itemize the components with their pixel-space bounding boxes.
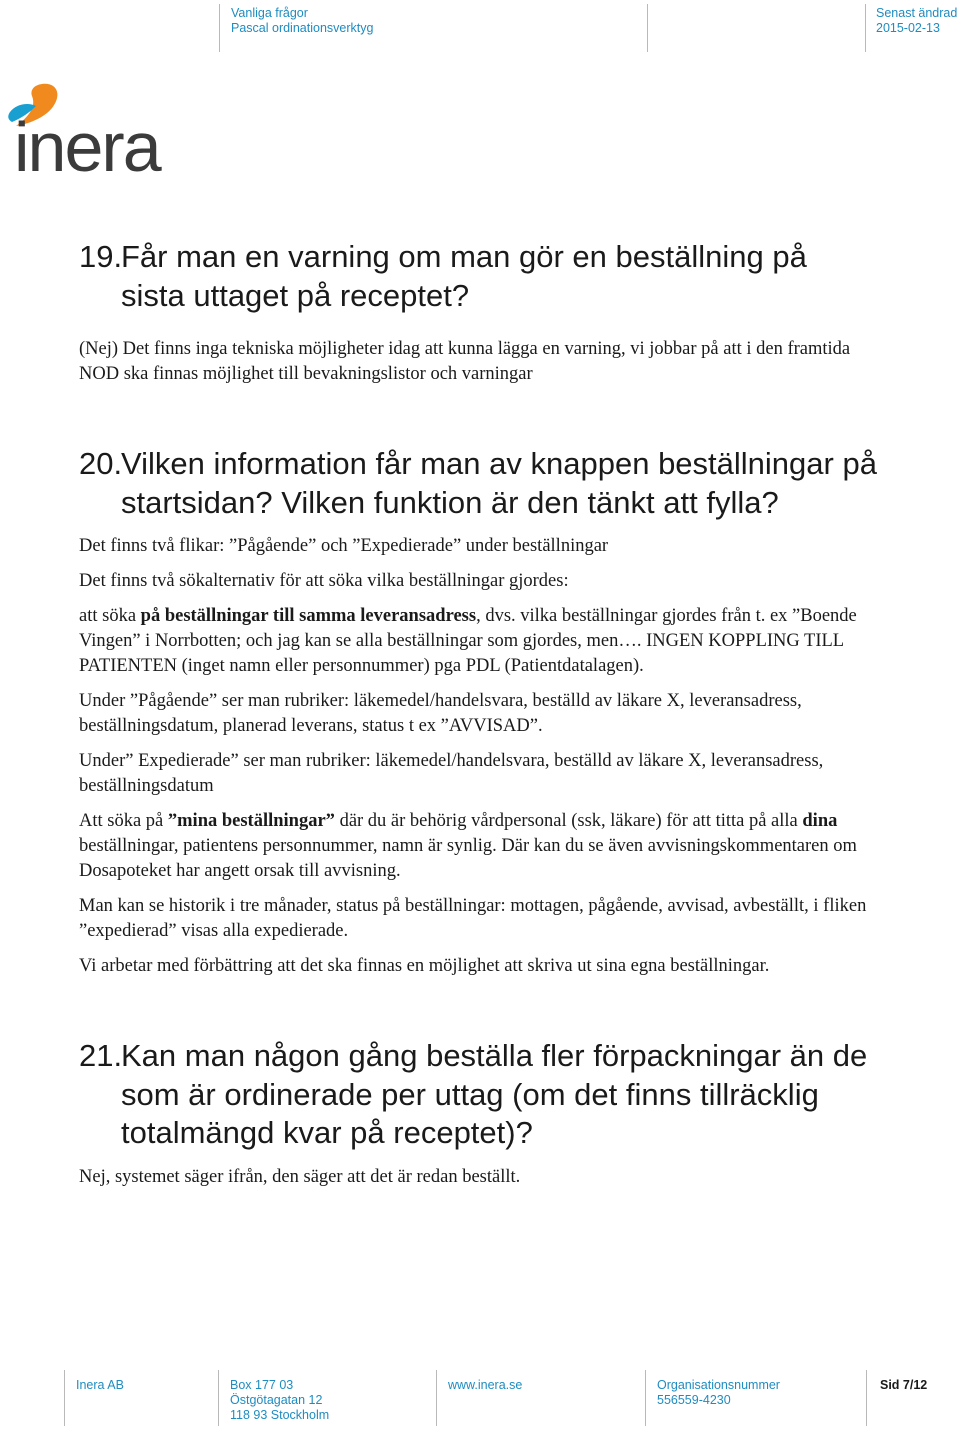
- text-run: Att söka på: [79, 811, 168, 831]
- logo-wordmark: inera: [14, 108, 160, 186]
- answer-paragraph: [79, 809, 879, 884]
- question-number: 19.: [79, 239, 123, 274]
- question-number: 20.: [79, 446, 123, 481]
- answer-paragraph: Man kan se historik i tre månader, status på beställningar: mottagen, pågående, avvisad, avbeställt, i fliken ”expedierad” visas alla expedierade.: [79, 896, 867, 941]
- footer-divider: [645, 1370, 646, 1426]
- text-run: där du är behörig vårdpersonal (ssk, läkare) för att titta på alla: [334, 811, 803, 831]
- document-body: [79, 238, 879, 1190]
- footer-address: [230, 1378, 329, 1423]
- question-21-answer: Nej, systemet säger ifrån, den säger att det är redan beställt.: [79, 1166, 521, 1187]
- org-number: 556559-4230: [657, 1393, 731, 1407]
- footer-divider: [218, 1370, 219, 1426]
- header-divider: [865, 4, 866, 52]
- question-number: 21.: [79, 1038, 123, 1073]
- company-name: Inera AB: [76, 1378, 124, 1392]
- header-right: [876, 6, 957, 36]
- answer-paragraph: Vi arbetar med förbättring att det ska finnas en möjlighet att skriva ut sina egna beställningar.: [79, 956, 770, 976]
- text-run: beställningar, patientens personnummer, namn är synlig. Där kan du se även avvisningskommentaren om Dosapoteket har angett orsak till avvisning.: [79, 836, 857, 881]
- address-line: Box 177 03: [230, 1378, 294, 1392]
- question-19-answer: (Nej) Det finns inga tekniska möjligheter idag att kunna lägga en varning, vi jobbar på att i den framtida NOD ska finnas möjlighet till bevakningslistor och varningar: [79, 339, 851, 384]
- question-title: Får man en varning om man gör en beställning på sista uttaget på receptet?: [121, 239, 807, 313]
- header-divider: [219, 4, 220, 52]
- doc-category: Vanliga frågor: [231, 6, 308, 20]
- header-divider: [647, 4, 648, 52]
- answer-paragraph: Under ”Pågående” ser man rubriker: läkemedel/handelsvara, beställd av läkare X, leveransadress, beställningsdatum, planerad leverans, status t ex ”AVVISAD”.: [79, 691, 802, 736]
- address-line: Östgötagatan 12: [230, 1393, 323, 1407]
- doc-product: Pascal ordinationsverktyg: [231, 21, 374, 35]
- question-21-heading: [79, 1037, 879, 1153]
- website-link[interactable]: www.inera.se: [448, 1378, 523, 1392]
- answer-paragraph: Under” Expedierade” ser man rubriker: läkemedel/handelsvara, beställd av läkare X, leveransadress, beställningsdatum: [79, 751, 824, 796]
- last-modified-date: 2015-02-13: [876, 21, 940, 35]
- footer-divider: [866, 1370, 867, 1426]
- page-number: Sid 7/12: [880, 1378, 928, 1392]
- question-title: Kan man någon gång beställa fler förpackningar än de som är ordinerade per uttag (om det finns tillräcklig totalmängd kvar på receptet)?: [121, 1038, 868, 1150]
- footer-company: [76, 1378, 124, 1393]
- footer-website: [448, 1378, 522, 1393]
- answer-paragraph: Det finns två sökalternativ för att söka vilka beställningar gjordes:: [79, 571, 569, 591]
- emphasis-text: ”mina beställningar”: [167, 811, 335, 831]
- emphasis-text: på beställningar till samma leveransadress: [140, 606, 477, 626]
- answer-paragraph: Det finns två flikar: ”Pågående” och ”Expedierade” under beställningar: [79, 536, 609, 556]
- page-footer: [0, 1370, 960, 1436]
- footer-divider: [436, 1370, 437, 1426]
- footer-org: [657, 1378, 780, 1408]
- address-line: 118 93 Stockholm: [230, 1408, 330, 1422]
- footer-divider: [64, 1370, 65, 1426]
- question-19-heading: [79, 238, 879, 315]
- answer-paragraph: [79, 604, 879, 679]
- page-header: [0, 0, 960, 60]
- org-number-label: Organisationsnummer: [657, 1378, 780, 1392]
- emphasis-text: dina: [802, 811, 838, 831]
- question-title: Vilken information får man av knappen beställningar på startsidan? Vilken funktion är den tänkt att fylla?: [121, 446, 877, 520]
- last-modified-label: Senast ändrad: [876, 6, 958, 20]
- text-run: att söka: [79, 606, 141, 626]
- header-left: [231, 6, 373, 36]
- text-run: , dvs. vilka beställningar gjordes från t. ex ”Boende Vingen” i Norrbotten; och jag kan se alla beställningar som gjordes, men…. INGEN KOPPLING TILL PATIENTEN (inget namn eller personnummer) pga PDL (Patientdatalagen).: [79, 606, 857, 676]
- question-20-heading: [79, 445, 879, 522]
